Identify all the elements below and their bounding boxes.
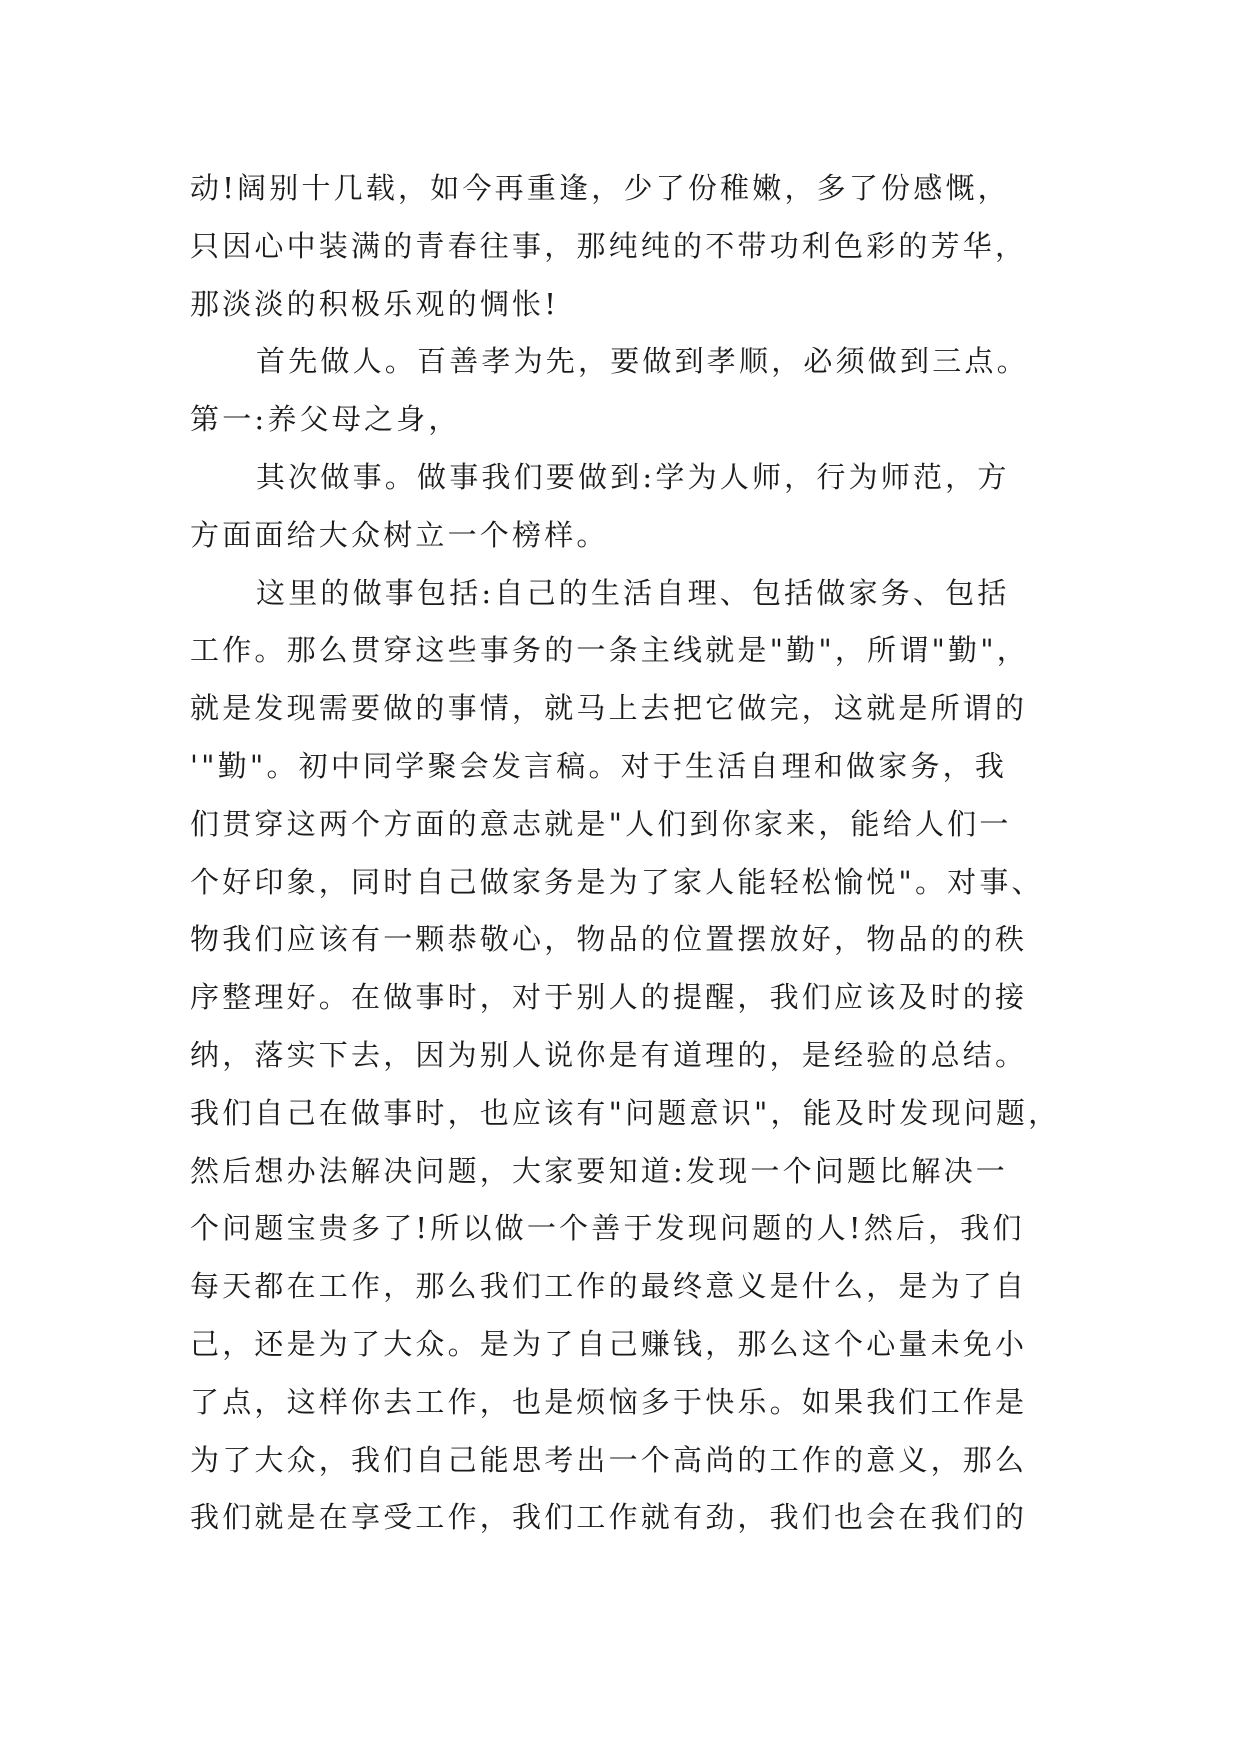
text-line: 只因心中装满的青春往事，那纯纯的不带功利色彩的芳华， [190,228,1028,263]
text-line: 物我们应该有一颗恭敬心，物品的位置摆放好，物品的的秩 [190,922,1028,957]
text-line: 了点，这样你去工作，也是烦恼多于快乐。如果我们工作是 [190,1384,1028,1419]
text-line: 就是发现需要做的事情，就马上去把它做完，这就是所谓的 [190,691,1028,726]
text-line: '"勤"。初中同学聚会发言稿。对于生活自理和做家务，我 [190,748,1008,783]
text-line: 第一:养父母之身， [190,402,461,437]
text-line: 然后想办法解决问题，大家要知道:发现一个问题比解决一 [190,1153,1008,1188]
paragraph-first-line: 首先做人。百善孝为先，要做到孝顺，必须做到三点。 [256,344,1029,379]
text-line: 个好印象，同时自己做家务是为了家人能轻松愉悦"。对事、 [190,864,1044,899]
document-body [190,160,1070,1547]
text-line: 那淡淡的积极乐观的惆怅! [190,286,560,321]
text-line: 我们自己在做事时，也应该有"问题意识"，能及时发现问题， [190,1095,1061,1130]
text-line: 方面面给大众树立一个榜样。 [190,517,609,552]
text-line: 纳，落实下去，因为别人说你是有道理的，是经验的总结。 [190,1037,1028,1072]
text-line: 我们就是在享受工作，我们工作就有劲，我们也会在我们的 [190,1500,1028,1535]
text-line: 己，还是为了大众。是为了自己赚钱，那么这个心量未免小 [190,1326,1028,1361]
text-line: 每天都在工作，那么我们工作的最终意义是什么，是为了自 [190,1269,1028,1304]
text-line: 动!阔别十几载，如今再重逢，少了份稚嫩，多了份感慨， [190,171,1010,205]
text-line: 为了大众，我们自己能思考出一个高尚的工作的意义，那么 [190,1442,1028,1477]
text-line: 工作。那么贯穿这些事务的一条主线就是"勤"，所谓"勤"， [190,633,1029,668]
text-line: 个问题宝贵多了!所以做一个善于发现问题的人!然后，我们 [190,1211,1025,1246]
text-line: 序整理好。在做事时，对于别人的提醒，我们应该及时的接 [190,980,1028,1015]
text-line: 们贯穿这两个方面的意志就是"人们到你家来，能给人们一 [190,806,1012,841]
paragraph-first-line: 其次做事。做事我们要做到:学为人师，行为师范，方 [256,459,1010,494]
paragraph-first-line: 这里的做事包括:自己的生活自理、包括做家务、包括 [256,575,1010,610]
